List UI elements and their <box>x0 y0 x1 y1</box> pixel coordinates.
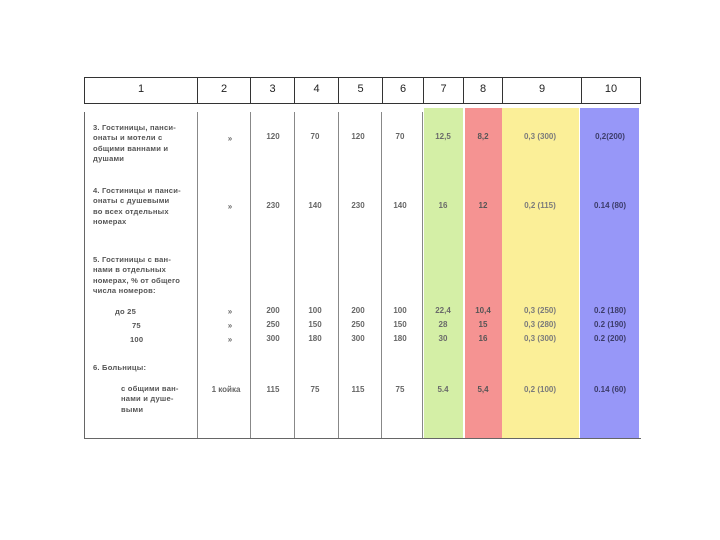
value-cell: 115 <box>351 385 365 394</box>
value-cell: 115 <box>266 385 280 394</box>
column-separator <box>422 112 423 438</box>
value-cell: 0,3 (300) <box>523 132 557 141</box>
header-cell: 6 <box>399 83 407 95</box>
value-cell: 5.4 <box>437 385 449 394</box>
value-cell: 22,4 <box>435 306 451 315</box>
value-cell: 0,2(200) <box>595 132 625 141</box>
unit-cell: » <box>227 134 233 143</box>
row-label: 3. Гостиницы, панси- онаты и мотели с общими ваннами и душами <box>93 123 176 163</box>
value-cell: 150 <box>393 320 407 329</box>
value-cell: 16 <box>478 334 488 343</box>
value-cell: 70 <box>395 132 405 141</box>
value-cell: 0,3 (280) <box>523 320 557 329</box>
value-cell: 30 <box>438 334 448 343</box>
value-cell: 12,5 <box>435 132 451 141</box>
row-label: 6. Больницы: <box>93 363 147 372</box>
header-cell: 1 <box>137 83 145 95</box>
value-cell: 75 <box>310 385 320 394</box>
value-cell: 0.2 (200) <box>593 334 627 343</box>
row-label: 5. Гостиницы с ван- нами в отдельных номерах, % от общего числа номеров: <box>93 255 181 295</box>
value-cell: 28 <box>438 320 448 329</box>
value-cell: 150 <box>308 320 322 329</box>
value-cell: 0,3 (300) <box>523 334 557 343</box>
value-cell: 230 <box>351 201 365 210</box>
value-cell: 10,4 <box>475 306 491 315</box>
value-cell: 180 <box>308 334 322 343</box>
header-cell: 7 <box>440 83 447 95</box>
column-separator <box>294 112 295 438</box>
value-cell: 0.2 (180) <box>593 306 627 315</box>
value-cell: 12 <box>478 201 488 210</box>
header-cell: 9 <box>538 83 546 95</box>
value-cell: 300 <box>351 334 365 343</box>
header-cell: 8 <box>479 83 487 95</box>
column-separator <box>381 112 382 438</box>
value-cell: 0.14 (80) <box>593 201 627 210</box>
header-cell: 2 <box>220 83 228 95</box>
value-cell: 100 <box>308 306 322 315</box>
value-cell: 250 <box>351 320 365 329</box>
row-label: 4. Гостиницы и панси- онаты с душевыми во всех отдельных номерах <box>93 186 181 226</box>
unit-cell: 1 койка <box>211 385 241 394</box>
value-cell: 8,2 <box>477 132 489 141</box>
table-header <box>84 77 641 104</box>
value-cell: 200 <box>266 306 280 315</box>
sub-label: 75 <box>132 321 141 330</box>
value-cell: 0.14 (60) <box>593 385 627 394</box>
sub-label: 100 <box>130 335 144 344</box>
unit-cell: » <box>227 321 233 330</box>
header-cell: 10 <box>604 83 618 95</box>
value-cell: 120 <box>351 132 365 141</box>
sub-label: до 25 <box>115 307 137 316</box>
value-cell: 300 <box>266 334 280 343</box>
header-cell: 3 <box>269 83 276 95</box>
value-cell: 140 <box>393 201 407 210</box>
value-cell: 250 <box>266 320 280 329</box>
header-cell: 4 <box>313 83 320 95</box>
unit-cell: » <box>227 202 233 211</box>
sub-label: с общими ван- нами и душе- выми <box>121 384 179 414</box>
value-cell: 70 <box>310 132 320 141</box>
value-cell: 15 <box>478 320 488 329</box>
value-cell: 200 <box>351 306 365 315</box>
value-cell: 0.2 (190) <box>593 320 627 329</box>
value-cell: 0,2 (115) <box>524 201 556 210</box>
value-cell: 75 <box>395 385 405 394</box>
header-cell: 5 <box>357 83 364 95</box>
column-separator <box>338 112 339 438</box>
unit-cell: » <box>227 335 233 344</box>
column-separator <box>250 112 251 438</box>
value-cell: 120 <box>266 132 280 141</box>
value-cell: 16 <box>438 201 448 210</box>
value-cell: 100 <box>393 306 407 315</box>
value-cell: 5,4 <box>477 385 489 394</box>
value-cell: 140 <box>308 201 322 210</box>
unit-cell: » <box>227 307 233 316</box>
value-cell: 230 <box>266 201 280 210</box>
value-cell: 180 <box>393 334 407 343</box>
value-cell: 0,3 (250) <box>523 306 557 315</box>
value-cell: 0,2 (100) <box>523 385 557 394</box>
